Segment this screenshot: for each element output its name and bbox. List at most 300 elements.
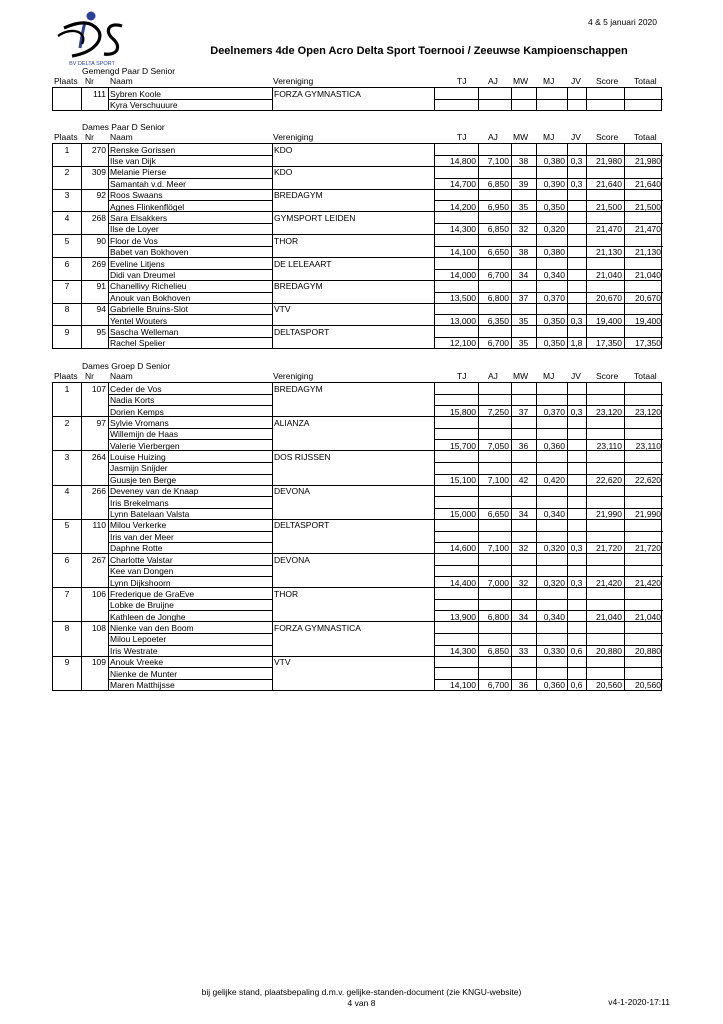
participant-name: Sascha Welleman [110, 327, 179, 338]
nr-cell: 309 [91, 167, 106, 178]
mw-cell: 36 [518, 440, 529, 451]
mw-cell: 42 [518, 474, 529, 485]
column-divider [536, 486, 537, 519]
totaal-cell: 21,500 [635, 201, 661, 212]
nr-cell: 268 [91, 213, 106, 224]
totaal-cell: 21,040 [635, 270, 661, 281]
participant-name: Anouk Vreeke [110, 657, 164, 668]
totaal-cell: 20,670 [635, 292, 661, 303]
aj-cell: 6,350 [487, 315, 509, 326]
club-cell: DE LELEAART [274, 258, 332, 269]
totaal-cell: 20,880 [635, 645, 661, 656]
nr-cell: 94 [96, 304, 106, 315]
participant-name: Roos Swaans [110, 190, 163, 201]
page-title: Deelnemers 4de Open Acro Delta Sport Toernooi / Zeeuwse Kampioenschappen [210, 45, 628, 57]
column-divider [434, 622, 435, 655]
club-cell: KDO [274, 167, 293, 178]
entry-block [52, 656, 662, 691]
column-divider [272, 486, 273, 519]
score-cell: 20,560 [596, 680, 622, 691]
column-header-mj: MJ [543, 132, 555, 142]
section-title: Gemengd Paar D Senior [82, 66, 176, 76]
mj-cell: 0,420 [543, 474, 565, 485]
column-header-tj: TJ [457, 371, 467, 381]
mj-cell: 0,360 [543, 680, 565, 691]
participant-name: Deveney van de Knaap [110, 486, 199, 497]
plaats-cell: 6 [64, 554, 70, 565]
aj-cell: 6,800 [487, 292, 509, 303]
club-cell: BREDAGYM [274, 383, 323, 394]
mw-cell: 37 [518, 406, 529, 417]
row-divider [434, 599, 663, 600]
delta-sport-logo [52, 8, 132, 70]
jv-cell: 0,3 [570, 156, 583, 167]
column-header-row [52, 371, 662, 381]
participant-name: Milou Verkerke [110, 520, 167, 531]
column-divider [81, 88, 82, 110]
column-header-nr: Nr [85, 132, 94, 142]
totaal-cell [626, 100, 661, 111]
mw-cell: 32 [518, 577, 529, 588]
column-divider [567, 657, 568, 690]
participant-name: Nienke van den Boom [110, 623, 194, 634]
nr-cell: 264 [91, 452, 106, 463]
column-divider [478, 486, 479, 519]
nr-cell: 91 [96, 281, 106, 292]
club-cell: THOR [274, 235, 299, 246]
participant-name: Kyra Verschuuure [110, 100, 178, 111]
jv-cell [569, 100, 584, 111]
column-divider [108, 520, 109, 553]
column-divider [586, 588, 587, 621]
score-cell: 21,990 [596, 509, 622, 520]
plaats-cell: 5 [64, 520, 70, 531]
mj-cell: 0,380 [543, 247, 565, 258]
column-header-mj: MJ [543, 371, 555, 381]
participant-name: Jasmijn Snijder [110, 463, 168, 474]
page-number: 4 van 8 [347, 998, 376, 1008]
column-divider [272, 212, 273, 234]
column-divider [108, 657, 109, 690]
tj-cell: 15,000 [450, 509, 476, 520]
mw-cell: 39 [518, 178, 529, 189]
column-header-plaats: Plaats [54, 132, 78, 142]
entry-block [52, 416, 662, 451]
plaats-cell: 6 [64, 258, 70, 269]
nr-cell: 267 [91, 554, 106, 565]
mw-cell: 32 [518, 543, 529, 554]
entry-block [52, 211, 662, 235]
club-cell: FORZA GYMNASTICA [274, 88, 361, 99]
column-divider [536, 383, 537, 416]
aj-cell: 6,650 [487, 509, 509, 520]
mj-cell [538, 100, 565, 111]
mj-cell: 0,350 [543, 338, 565, 349]
nr-cell: 266 [91, 486, 106, 497]
column-divider [624, 383, 625, 416]
column-header-nr: Nr [85, 371, 94, 381]
totaal-cell: 20,560 [635, 680, 661, 691]
column-divider [81, 657, 82, 690]
row-divider [434, 531, 663, 532]
mw-cell: 34 [518, 270, 529, 281]
participant-name: Ilse de Loyer [110, 224, 159, 235]
column-divider [511, 451, 512, 484]
column-header-totaal: Totaal [634, 371, 657, 381]
score-cell: 21,420 [596, 577, 622, 588]
tj-cell: 15,700 [450, 440, 476, 451]
nr-cell: 269 [91, 258, 106, 269]
entry-block [52, 303, 662, 327]
totaal-cell: 22,620 [635, 474, 661, 485]
column-header-aj: AJ [488, 132, 498, 142]
column-divider [624, 622, 625, 655]
participant-name: Nadia Korts [110, 395, 155, 406]
column-header-mj: MJ [543, 76, 555, 86]
tj-cell: 14,300 [450, 645, 476, 656]
column-divider [567, 622, 568, 655]
participant-name: Iris Brekelmans [110, 497, 169, 508]
column-divider [272, 554, 273, 587]
column-divider [624, 588, 625, 621]
participant-name: Maren Matthijsse [110, 680, 175, 691]
jv-cell: 0,6 [570, 680, 583, 691]
tj-cell: 14,700 [450, 178, 476, 189]
tj-cell: 15,100 [450, 474, 476, 485]
mw-cell: 33 [518, 645, 529, 656]
column-header-naam: Naam [110, 76, 133, 86]
column-divider [478, 588, 479, 621]
column-divider [108, 451, 109, 484]
column-divider [536, 554, 537, 587]
participant-name: Sara Elsakkers [110, 213, 168, 224]
column-divider [81, 281, 82, 303]
mj-cell: 0,370 [543, 406, 565, 417]
version-stamp: v4-1-2020-17:11 [608, 997, 670, 1007]
plaats-cell: 7 [64, 281, 70, 292]
column-header-vereniging: Vereniging [273, 132, 314, 142]
mj-cell: 0,320 [543, 577, 565, 588]
entry-block [52, 587, 662, 622]
aj-cell: 7,250 [487, 406, 509, 417]
score-cell: 23,120 [596, 406, 622, 417]
column-divider [511, 383, 512, 416]
column-divider [81, 520, 82, 553]
column-divider [511, 554, 512, 587]
nr-cell: 97 [96, 417, 106, 428]
column-header-row [52, 76, 662, 86]
totaal-cell: 21,040 [635, 611, 661, 622]
aj-cell: 6,850 [487, 645, 509, 656]
totaal-cell: 17,350 [635, 338, 661, 349]
column-divider [567, 417, 568, 450]
column-divider [586, 554, 587, 587]
column-divider [81, 144, 82, 166]
tj-cell: 14,200 [450, 201, 476, 212]
column-divider [567, 486, 568, 519]
aj-cell: 6,800 [487, 611, 509, 622]
column-divider [511, 417, 512, 450]
entry-block [52, 450, 662, 485]
score-cell: 23,110 [596, 440, 622, 451]
participant-name: Lynn Dijkshoorn [110, 577, 171, 588]
column-divider [586, 622, 587, 655]
participant-name: Ceder de Vos [110, 383, 162, 394]
column-header-tj: TJ [457, 76, 467, 86]
column-divider [272, 144, 273, 166]
participant-name: Eveline Litjens [110, 258, 165, 269]
club-cell: GYMSPORT LEIDEN [274, 213, 356, 224]
column-divider [567, 554, 568, 587]
nr-cell: 108 [91, 623, 106, 634]
participant-name: Dorien Kemps [110, 406, 164, 417]
column-divider [586, 451, 587, 484]
participant-name: Chanellivy Richelieu [110, 281, 187, 292]
plaats-cell: 4 [64, 486, 70, 497]
aj-cell: 6,700 [487, 680, 509, 691]
column-divider [434, 588, 435, 621]
column-divider [81, 235, 82, 257]
nr-cell: 111 [93, 88, 106, 99]
column-header-plaats: Plaats [54, 76, 78, 86]
column-divider [272, 167, 273, 189]
mw-cell: 35 [518, 338, 529, 349]
entry-block [52, 485, 662, 520]
column-header-jv: JV [571, 76, 581, 86]
participant-name: Willemijn de Haas [110, 429, 179, 440]
mw-cell: 35 [518, 315, 529, 326]
column-divider [272, 383, 273, 416]
column-divider [536, 417, 537, 450]
aj-cell [480, 100, 509, 111]
score-cell [588, 100, 622, 111]
participant-name: Louise Huizing [110, 452, 166, 463]
aj-cell: 7,100 [487, 474, 509, 485]
column-header-jv: JV [571, 132, 581, 142]
logo-caption: BV DELTA SPORT [69, 61, 115, 67]
nr-cell: 107 [91, 383, 106, 394]
aj-cell: 6,950 [487, 201, 509, 212]
column-header-mw: MW [513, 132, 529, 142]
row-divider [434, 565, 663, 566]
column-divider [272, 258, 273, 280]
aj-cell: 6,850 [487, 178, 509, 189]
entry-block [52, 189, 662, 213]
participant-name: Iris van der Meer [110, 531, 174, 542]
mw-cell: 36 [518, 680, 529, 691]
aj-cell: 6,700 [487, 270, 509, 281]
club-cell: FORZA GYMNASTICA [274, 623, 361, 634]
column-divider [624, 554, 625, 587]
column-divider [108, 622, 109, 655]
participant-name: Melanie Pierse [110, 167, 167, 178]
participant-name: Sybren Koole [110, 88, 162, 99]
column-divider [567, 520, 568, 553]
club-cell: VTV [274, 657, 291, 668]
totaal-cell: 21,640 [635, 178, 661, 189]
tj-cell: 14,100 [450, 247, 476, 258]
entry-block [52, 143, 662, 167]
mj-cell: 0,390 [543, 178, 565, 189]
plaats-cell: 2 [64, 417, 70, 428]
footer-note: bij gelijke stand, plaatsbepaling d.m.v. gelijke-standen-document (zie KNGU-website) [201, 987, 522, 997]
mj-cell: 0,340 [543, 509, 565, 520]
tj-cell: 14,000 [450, 270, 476, 281]
tj-cell: 13,900 [450, 611, 476, 622]
column-divider [81, 554, 82, 587]
jv-cell: 0,3 [570, 577, 583, 588]
club-cell: KDO [274, 144, 293, 155]
score-cell: 21,500 [596, 201, 622, 212]
column-divider [81, 622, 82, 655]
club-cell: DELTASPORT [274, 520, 330, 531]
column-header-row [52, 132, 662, 142]
totaal-cell: 21,990 [635, 509, 661, 520]
score-cell: 21,040 [596, 611, 622, 622]
column-divider [434, 520, 435, 553]
nr-cell: 92 [96, 190, 106, 201]
section-title: Dames Paar D Senior [82, 122, 165, 132]
row-divider [434, 667, 663, 668]
participant-name: Nienke de Munter [110, 668, 178, 679]
column-divider [272, 281, 273, 303]
column-divider [434, 486, 435, 519]
club-cell: DEVONA [274, 486, 310, 497]
jv-cell: 0,6 [570, 645, 583, 656]
nr-cell: 90 [96, 235, 106, 246]
plaats-cell: 4 [64, 213, 70, 224]
nr-cell: 109 [91, 657, 106, 668]
totaal-cell: 21,470 [635, 224, 661, 235]
score-cell: 21,470 [596, 224, 622, 235]
column-divider [511, 657, 512, 690]
column-divider [81, 486, 82, 519]
participant-name: Kathleen de Jonghe [110, 611, 186, 622]
mj-cell: 0,340 [543, 611, 565, 622]
row-divider [434, 462, 663, 463]
plaats-cell: 7 [64, 588, 70, 599]
column-divider [81, 167, 82, 189]
participant-name: Didi van Dreumel [110, 270, 176, 281]
entry-block [52, 325, 662, 349]
participant-name: Iris Westrate [110, 645, 158, 656]
jv-cell: 0,3 [570, 315, 583, 326]
column-divider [81, 212, 82, 234]
column-divider [272, 520, 273, 553]
club-cell: THOR [274, 588, 299, 599]
column-header-nr: Nr [85, 76, 94, 86]
column-divider [272, 326, 273, 348]
column-header-score: Score [596, 371, 619, 381]
column-divider [272, 190, 273, 212]
entry-block [52, 382, 662, 417]
column-divider [434, 383, 435, 416]
column-header-score: Score [596, 76, 619, 86]
column-header-plaats: Plaats [54, 371, 78, 381]
totaal-cell: 21,980 [635, 156, 661, 167]
jv-cell: 0,3 [570, 178, 583, 189]
column-divider [624, 451, 625, 484]
aj-cell: 6,700 [487, 338, 509, 349]
column-divider [434, 451, 435, 484]
participant-name: Babet van Bokhoven [110, 247, 189, 258]
column-header-aj: AJ [488, 371, 498, 381]
participant-name: Lynn Batelaan Valsta [110, 509, 190, 520]
column-divider [272, 622, 273, 655]
column-divider [586, 520, 587, 553]
score-cell: 19,400 [596, 315, 622, 326]
plaats-cell: 1 [64, 144, 70, 155]
participant-name: Valerie Vierbergen [110, 440, 180, 451]
tj-cell [436, 100, 476, 111]
column-divider [567, 588, 568, 621]
column-header-score: Score [596, 132, 619, 142]
jv-cell: 0,3 [570, 543, 583, 554]
row-divider [434, 428, 663, 429]
club-cell: ALIANZA [274, 417, 310, 428]
score-cell: 21,640 [596, 178, 622, 189]
column-header-jv: JV [571, 371, 581, 381]
column-divider [434, 657, 435, 690]
column-header-vereniging: Vereniging [273, 76, 314, 86]
nr-cell: 110 [92, 520, 106, 531]
participant-name: Sylvie Vromans [110, 417, 169, 428]
club-cell: DEVONA [274, 554, 310, 565]
participant-name: Gabrielle Bruins-Slot [110, 304, 188, 315]
participant-name: Kee van Dongen [110, 566, 174, 577]
column-divider [434, 417, 435, 450]
participant-name: Ilse van Dijk [110, 156, 156, 167]
column-divider [511, 486, 512, 519]
mw-cell: 38 [518, 247, 529, 258]
column-divider [511, 520, 512, 553]
column-divider [586, 383, 587, 416]
entry-block [52, 87, 662, 111]
aj-cell: 6,650 [487, 247, 509, 258]
club-cell: DOS RIJSSEN [274, 452, 331, 463]
column-divider [108, 588, 109, 621]
participant-name: Samantah v.d. Meer [110, 178, 186, 189]
tj-cell: 14,100 [450, 680, 476, 691]
mj-cell: 0,330 [543, 645, 565, 656]
row-divider [434, 394, 663, 395]
participant-name: Renske Gorissen [110, 144, 176, 155]
column-header-tj: TJ [457, 132, 467, 142]
nr-cell: 106 [91, 588, 106, 599]
column-divider [624, 486, 625, 519]
tj-cell: 14,800 [450, 156, 476, 167]
entry-block [52, 519, 662, 554]
tj-cell: 13,000 [450, 315, 476, 326]
column-divider [567, 383, 568, 416]
column-divider [536, 451, 537, 484]
tj-cell: 15,800 [450, 406, 476, 417]
plaats-cell: 3 [64, 452, 70, 463]
column-divider [567, 451, 568, 484]
mj-cell: 0,370 [543, 292, 565, 303]
column-header-naam: Naam [110, 371, 133, 381]
participant-name: Anouk van Bokhoven [110, 292, 191, 303]
column-divider [272, 88, 273, 110]
club-cell: VTV [274, 304, 291, 315]
mw-cell: 34 [518, 509, 529, 520]
column-divider [272, 451, 273, 484]
entry-block [52, 280, 662, 304]
participant-name: Guusje ten Berge [110, 474, 177, 485]
column-divider [81, 383, 82, 416]
mj-cell: 0,320 [543, 224, 565, 235]
aj-cell: 7,100 [487, 543, 509, 554]
